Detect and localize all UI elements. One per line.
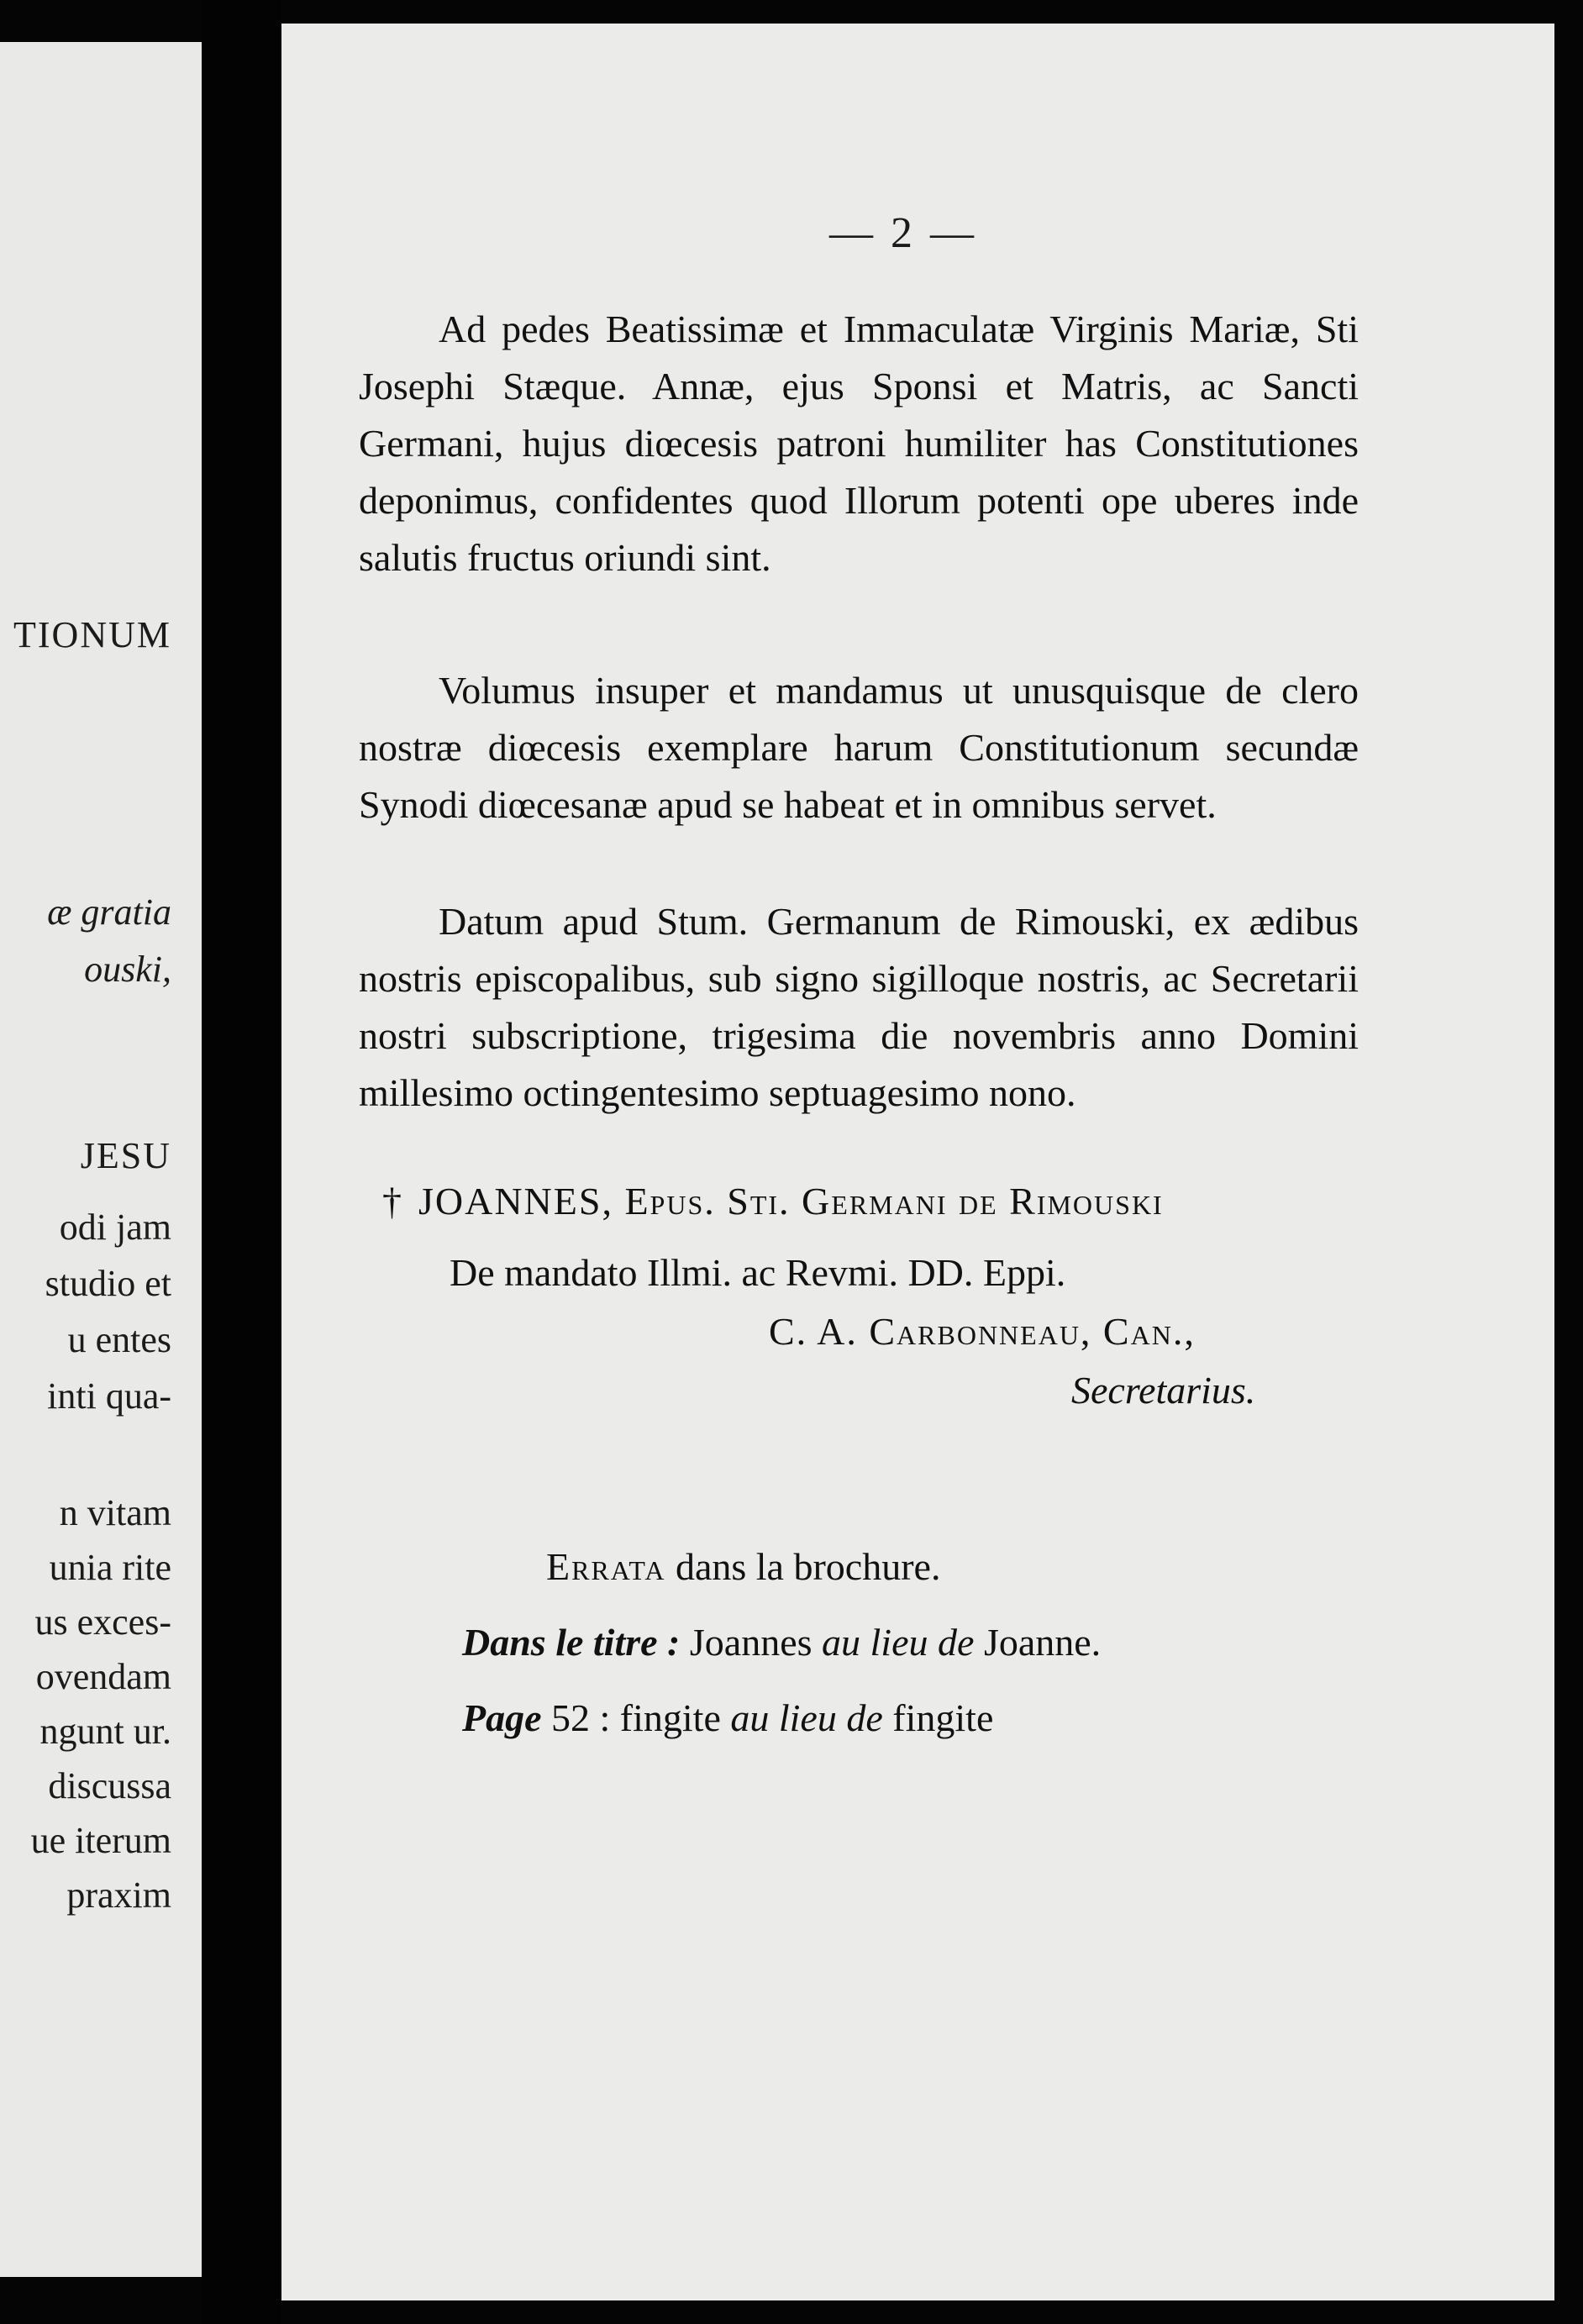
errata-heading [546, 1544, 940, 1589]
left-fragment: us exces- [34, 1601, 171, 1643]
bishop-signature [382, 1179, 1164, 1223]
left-fragment: studio et [45, 1263, 171, 1304]
paragraph-dedication: Ad pedes Beatissimæ et Immaculatæ Virginis Mariæ, Sti Josephi Stæque. Annæ, ejus Sponsi et Matris, ac Sancti Germani, hujus diœcesis patroni humiliter has Constitutiones deponimus, confidentes quod Illorum potenti ope uberes inde salutis fructus oriundi sint. [359, 308, 1359, 579]
errata-heading-rest: dans la brochure. [665, 1545, 941, 1588]
left-fragment: ouski, [84, 949, 171, 990]
left-fragment: ue iterum [30, 1820, 171, 1861]
paragraph-mandate: Volumus insuper et mandamus ut unusquisque de clero nostræ diœcesis exemplare harum Constitutionum secundæ Synodi diœcesanæ apud se habeat et in omnibus servet. [359, 669, 1359, 826]
errata-wrong: Joanne. [974, 1621, 1102, 1664]
errata-label: Dans le titre : [462, 1621, 681, 1664]
errata-wrong: fingite [882, 1696, 994, 1739]
left-fragment: unia rite [49, 1547, 171, 1588]
left-fragment: n vitam [59, 1492, 171, 1533]
main-page [281, 24, 1554, 2300]
errata-connector: au lieu de [730, 1696, 883, 1739]
left-fragment: JESU [80, 1135, 171, 1176]
errata-connector: au lieu de [822, 1621, 975, 1664]
paragraph-datum: Datum apud Stum. Germanum de Rimouski, ex ædibus nostris episcopalibus, sub signo sigilloque nostris, ac Secretarii nostri subscriptione, trigesima die novembris anno Domini millesimo octingentesimo septuagesimo nono. [359, 900, 1359, 1114]
left-facing-page [0, 42, 202, 2277]
errata-correct: fingite [619, 1696, 731, 1739]
left-fragment: ovendam [35, 1656, 171, 1697]
secretary-name: C. A. Carbonneau, Can., [769, 1310, 1196, 1353]
left-fragment: TIONUM [13, 614, 171, 655]
page-number: — 2 — [829, 209, 977, 257]
errata-correct: Joannes [680, 1621, 823, 1664]
left-fragment: u entes [67, 1319, 171, 1360]
left-fragment: æ gratia [47, 891, 171, 933]
bishop-name: JOANNES, Epus. Sti. Germani de Rimouski [418, 1180, 1164, 1222]
errata-heading-word: Errata [546, 1545, 666, 1588]
errata-line [462, 1620, 1101, 1664]
errata-page: 52 : [541, 1696, 620, 1739]
errata-label: Page [462, 1696, 542, 1739]
binding-gutter [202, 0, 281, 2324]
mandate-line: De mandato Illmi. ac Revmi. DD. Eppi. [450, 1251, 1066, 1294]
secretary-title: Secretarius. [1071, 1369, 1256, 1412]
left-fragment: discussa [48, 1765, 171, 1806]
left-fragment: odi jam [59, 1207, 171, 1248]
errata-line [462, 1696, 993, 1740]
cross-icon: † [382, 1180, 403, 1222]
left-fragment: ngunt ur. [39, 1711, 171, 1752]
left-fragment: praxim [66, 1874, 171, 1916]
left-fragment: inti qua- [47, 1375, 171, 1417]
